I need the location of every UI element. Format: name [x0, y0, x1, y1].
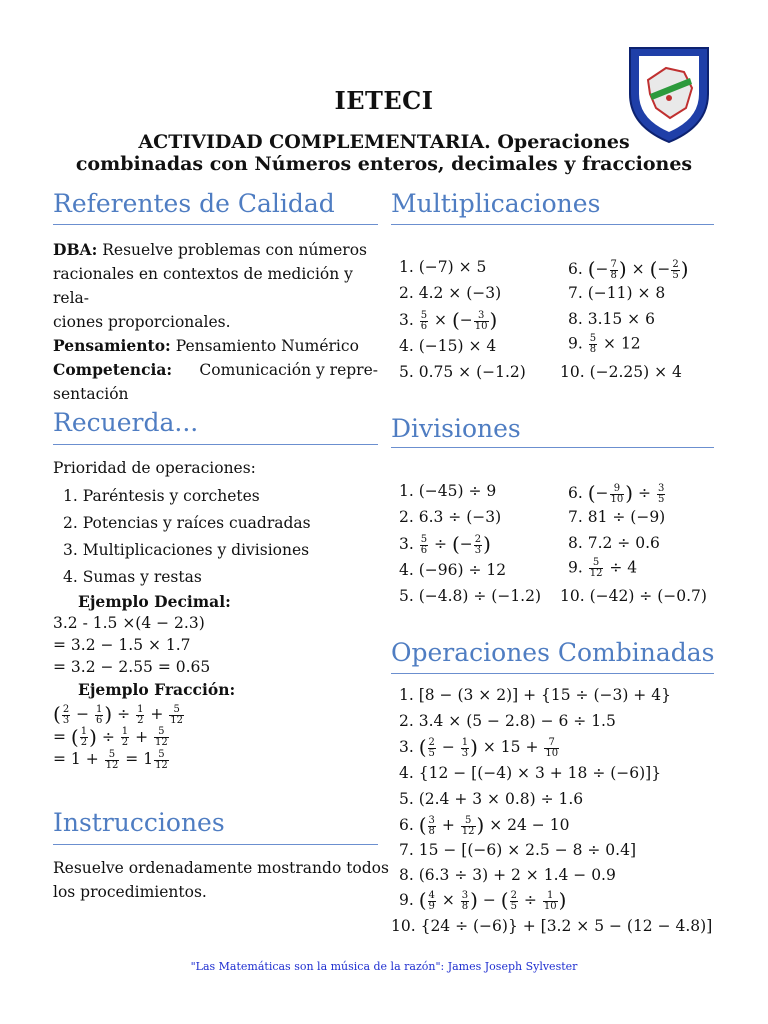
- list-item: 9. ( $\frac{4}{9}$ × $\frac{3}{8}$ ) − ( $\frac{2}{5}$ ÷ $\frac{1}{10}$ ): [399, 888, 567, 912]
- list-item: 4. {12 − [(−4) × 3 + 18 ÷ (−6)]}: [399, 764, 662, 782]
- referentes-body: DBA: Resuelve problemas con números racionales en contextos de medición y rela- ciones proporcionales. Pensamiento: Pensamiento Numérico Competencia: Comunicación y repre- sentación: [53, 240, 378, 403]
- list-item: 6. ( $\frac{3}{8}$ + $\frac{5}{12}$ ) × 24 − 10: [399, 813, 570, 837]
- list-item: 3. Multiplicaciones y divisiones: [63, 541, 310, 559]
- example-fraction: ( $\frac{2}{3}$ − $\frac{1}{6}$ ) ÷ $\frac{1}{2}$ + $\frac{5}{12}$ = ( $\frac{1}{2}$ ) ÷ $\frac{1}{2}$ + $\frac{5}{12}$ = 1 + $\frac{5}{12}$ = 1 $\frac{5}{12}$: [53, 702, 184, 771]
- list-item: 2. 3.4 × (5 − 2.8) − 6 ÷ 1.5: [399, 712, 616, 730]
- list-item: 8. 7.2 ÷ 0.6: [568, 534, 660, 552]
- example-decimal-title: Ejemplo Decimal:: [78, 592, 231, 611]
- section-title-divisiones: Divisiones: [391, 414, 521, 443]
- recuerda-intro: Prioridad de operaciones:: [53, 459, 256, 477]
- footer-quote: "Las Matemáticas son la música de la razón": James Joseph Sylvester: [190, 960, 578, 973]
- instrucciones-body: Resuelve ordenadamente mostrando todos los procedimientos.: [53, 859, 389, 901]
- school-name: IETECI: [334, 86, 434, 115]
- list-item: 5. (2.4 + 3 × 0.8) ÷ 1.6: [399, 790, 584, 808]
- list-item: 10. {24 ÷ (−6)} + [3.2 × 5 − (12 − 4.8)]: [391, 917, 713, 935]
- section-rule: [53, 444, 378, 445]
- list-item: 9. $\frac{5}{12}$ ÷ 4: [568, 557, 638, 579]
- list-item: 1. Paréntesis y corchetes: [63, 487, 260, 505]
- list-item: 1. [8 − (3 × 2)] + {15 ÷ (−3) + 4}: [399, 686, 671, 704]
- list-item: 5. 0.75 × (−1.2): [399, 363, 526, 381]
- list-item: 8. (6.3 ÷ 3) + 2 × 1.4 − 0.9: [399, 866, 616, 884]
- section-rule: [53, 224, 378, 225]
- section-title-combinadas: Operaciones Combinadas: [391, 638, 715, 667]
- list-item: 1. (−7) × 5: [399, 258, 487, 276]
- list-item: 10. (−42) ÷ (−0.7): [560, 587, 707, 605]
- list-item: 7. 15 − [(−6) × 2.5 − 8 ÷ 0.4]: [399, 841, 637, 859]
- section-rule: [391, 447, 714, 448]
- list-item: 2. 6.3 ÷ (−3): [399, 508, 502, 526]
- section-title-referentes: Referentes de Calidad: [53, 189, 335, 218]
- section-rule: [391, 673, 714, 674]
- section-rule: [391, 224, 714, 225]
- list-item: 8. 3.15 × 6: [568, 310, 655, 328]
- list-item: 4. (−96) ÷ 12: [399, 561, 507, 579]
- section-title-instrucciones: Instrucciones: [53, 808, 225, 837]
- list-item: 2. 4.2 × (−3): [399, 284, 502, 302]
- list-item: 6. (− $\frac{9}{10}$ ) ÷ $\frac{3}{5}$: [568, 481, 665, 505]
- list-item: 9. $\frac{5}{8}$ × 12: [568, 333, 641, 355]
- list-item: 7. 81 ÷ (−9): [568, 508, 666, 526]
- list-item: 2. Potencias y raíces cuadradas: [63, 514, 311, 532]
- list-item: 4. Sumas y restas: [63, 568, 202, 586]
- priority-list: [63, 483, 311, 591]
- section-rule: [53, 844, 378, 845]
- list-item: 7. (−11) × 8: [568, 284, 666, 302]
- list-item: 1. (−45) ÷ 9: [399, 482, 497, 500]
- document-subtitle: ACTIVIDAD COMPLEMENTARIA. Operaciones combinadas con Números enteros, decimales y fracciones: [75, 131, 693, 175]
- list-item: 4. (−15) × 4: [399, 337, 497, 355]
- list-item: 3. ( $\frac{2}{5}$ − $\frac{1}{3}$ ) × 15 + $\frac{7}{10}$: [399, 735, 559, 759]
- list-item: 3. $\frac{5}{6}$ × (− $\frac{3}{10}$ ): [399, 308, 498, 332]
- example-decimal: 3.2 - 1.5 ×(4 − 2.3) = 3.2 − 1.5 × 1.7 = 3.2 − 2.55 = 0.65: [53, 614, 211, 676]
- section-title-multiplicaciones: Multiplicaciones: [391, 189, 601, 218]
- list-item: 3. $\frac{5}{6}$ ÷ (− $\frac{2}{3}$ ): [399, 532, 491, 556]
- section-title-recuerda: Recuerda...: [53, 408, 199, 437]
- list-item: 5. (−4.8) ÷ (−1.2): [399, 587, 542, 605]
- example-fraction-title: Ejemplo Fracción:: [78, 680, 236, 699]
- list-item: 6. (− $\frac{7}{8}$ ) × (− $\frac{2}{5}$ ): [568, 257, 689, 281]
- list-item: 10. (−2.25) × 4: [560, 363, 682, 381]
